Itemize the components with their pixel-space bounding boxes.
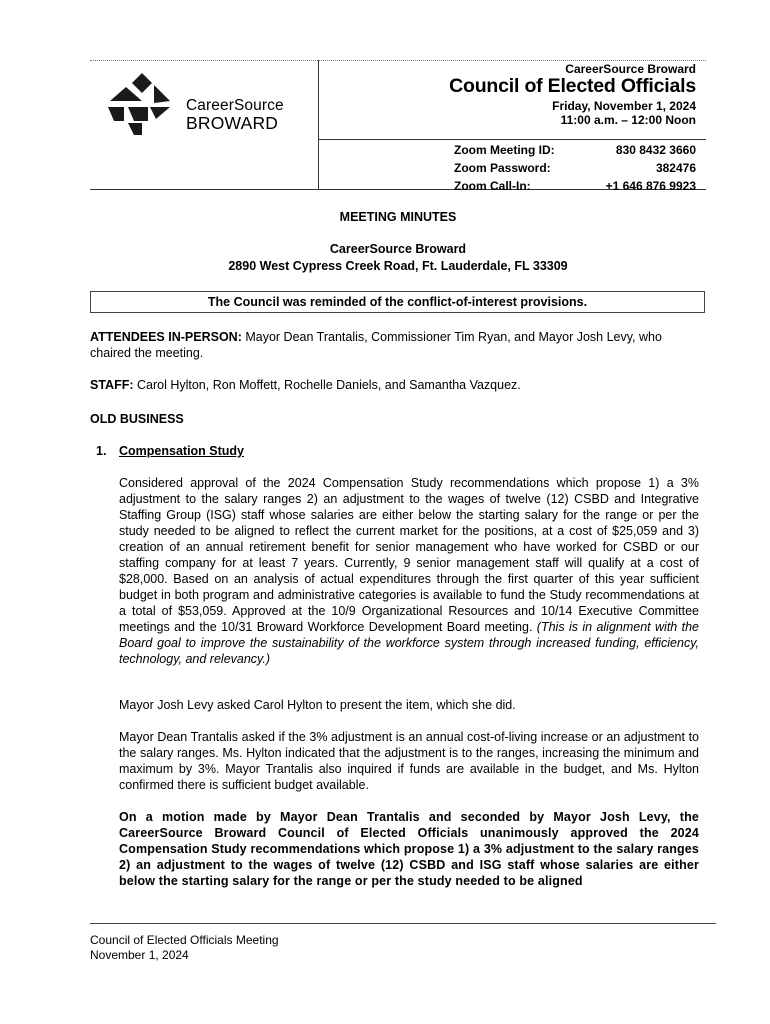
footer-rule — [90, 923, 716, 924]
presenter-paragraph: Mayor Josh Levy asked Carol Hylton to present the item, which she did. — [119, 698, 516, 712]
careersource-logo — [108, 73, 284, 135]
attendees-label: ATTENDEES IN-PERSON: — [90, 330, 242, 344]
staff-label: STAFF: — [90, 378, 134, 392]
zoom-meeting-id-label: Zoom Meeting ID: — [454, 143, 555, 157]
meeting-time: 11:00 a.m. – 12:00 Noon — [560, 113, 696, 127]
footer-meeting-date: November 1, 2024 — [90, 948, 189, 962]
staff-text: Carol Hylton, Ron Moffett, Rochelle Daniels, and Samantha Vazquez. — [133, 378, 521, 392]
zoom-password-value: 382476 — [655, 161, 696, 175]
zoom-meeting-id-value: 830 8432 3660 — [615, 143, 696, 157]
logo-wordmark-line2: BROWARD — [186, 113, 279, 133]
board-goal-note: (This is in alignment with the Board goal to improve the sustainability of the workforce system through increased funding, efficiency, technology, and relevancy.) — [119, 620, 699, 666]
compensation-study-text: Considered approval of the 2024 Compensation Study recommendations which propose 1) a 3% adjustment to the salary ranges 2) an adjustment to the wages of twelve (12) CSBD and Integrative Staffing Group (ISG) staff whose salaries are either below the starting salary for the range or per the study needed to be aligned to reflect the current market for the positions, at a cost of $25,059 and 3) creation of an annual retirement benefit for senior management who have worked for CSBD or our staffing company for at least 7 years. Currently, 9 senior management staff will qualify at a cost of $28,000. Based on an analysis of actual expenditures through the first quarter of this year sufficient budget in both program and administrative categories is available to fund the Study recommendations at a total of $53,059. Approved at the 10/9 Organizational Resources and 10/14 Executive Committee meetings and the 10/31 Broward Workforce Development Board meeting. — [119, 476, 699, 634]
header-vertical-rule — [318, 60, 319, 190]
minutes-org: CareerSource Broward — [329, 242, 467, 256]
council-title: Council of Elected Officials — [449, 75, 696, 97]
agenda-item-heading — [90, 443, 700, 459]
page-footer — [90, 933, 279, 963]
motion-paragraph: On a motion made by Mayor Dean Trantalis and seconded by Mayor Josh Levy, the CareerSource Broward Council of Elected Officials unanimously approved the 2024 Compensation Study recommendations which propose 1) a 3% adjustment to the salary ranges 2) an adjustment to the wages of twelve (12) CSBD and ISG staff whose salaries are either below the starting salary for the range or per the study needed to be aligned — [119, 810, 699, 888]
agenda-item-title: Compensation Study — [119, 444, 245, 458]
logo-wordmark-line1: CareerSource — [186, 97, 284, 114]
staff-paragraph — [90, 377, 700, 393]
attendees-text: Mayor Dean Trantalis, Commissioner Tim Ryan, and Mayor Josh Levy, who chaired the meeting. — [90, 330, 662, 360]
attendees-paragraph — [90, 329, 700, 361]
careersource-logo-mark-icon — [108, 73, 180, 135]
minutes-heading: MEETING MINUTES — [339, 210, 457, 224]
compensation-study-body — [119, 475, 699, 667]
zoom-call-in-label: Zoom Call-In: — [454, 179, 531, 193]
header-org-name: CareerSource Broward — [565, 62, 696, 76]
logo-wordmark — [186, 97, 284, 133]
meeting-date: Friday, November 1, 2024 — [552, 99, 696, 113]
conflict-of-interest-notice: The Council was reminded of the conflict-of-interest provisions. — [90, 291, 705, 313]
discussion-paragraph: Mayor Dean Trantalis asked if the 3% adjustment is an annual cost-of-living increase or an adjustment to the salary ranges. Ms. Hylton indicated that the adjustment is to the ranges, increasing the minimum and maximum by 3%. Mayor Trantalis also inquired if funds are available in the budget, and Ms. Hylton confirmed there is sufficient budget available. — [119, 730, 699, 792]
agenda-item-number: 1. — [96, 444, 107, 458]
document-header — [90, 60, 706, 193]
old-business-heading: OLD BUSINESS — [90, 412, 184, 426]
footer-meeting-name: Council of Elected Officials Meeting — [90, 933, 279, 947]
minutes-address: 2890 West Cypress Creek Road, Ft. Lauderdale, FL 33309 — [228, 259, 568, 273]
zoom-password-label: Zoom Password: — [454, 161, 551, 175]
zoom-call-in-value: +1 646 876 9923 — [605, 179, 696, 193]
header-middle-rule — [318, 139, 706, 140]
